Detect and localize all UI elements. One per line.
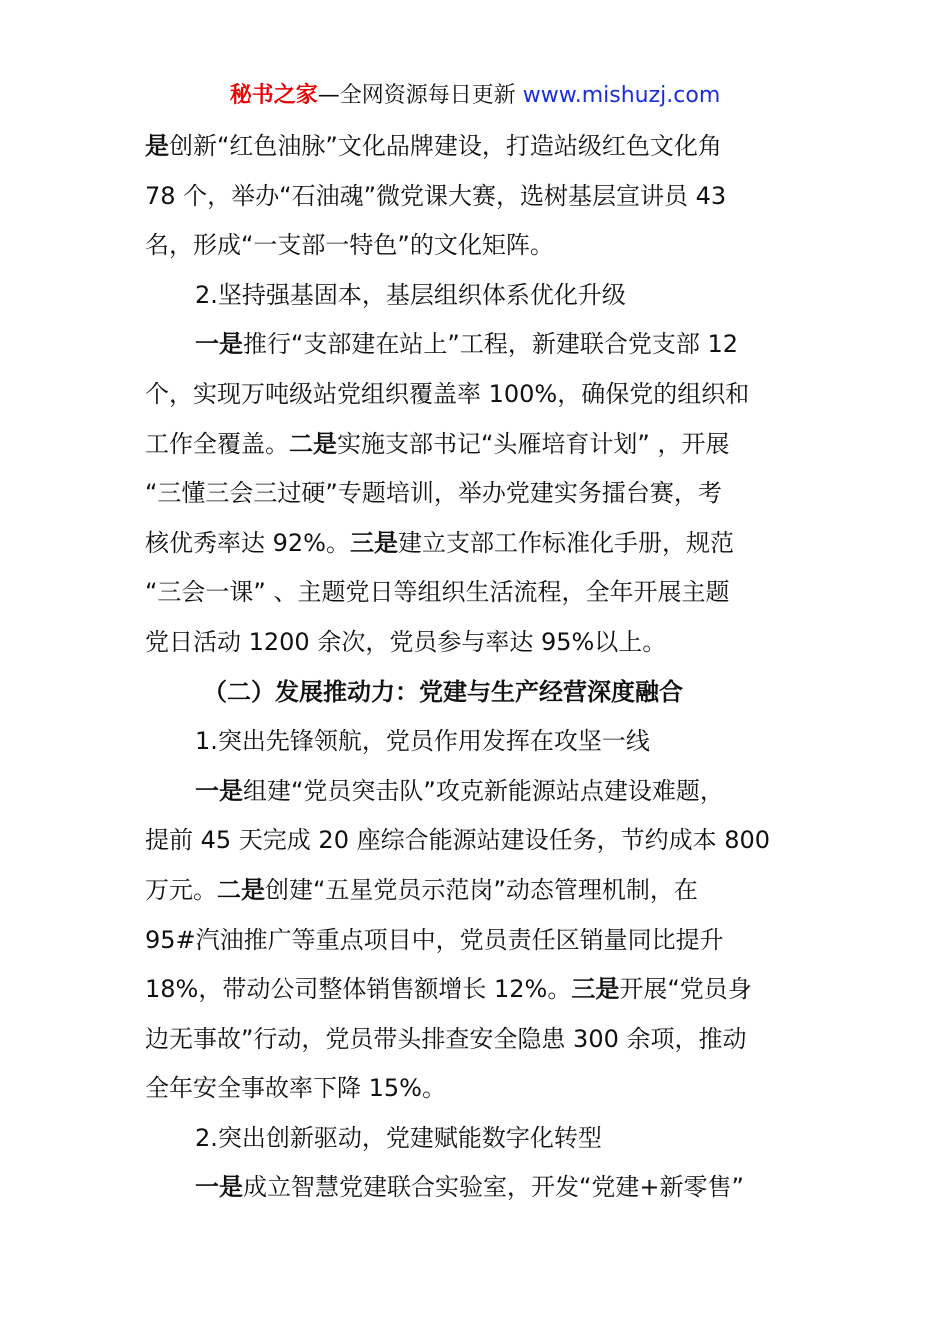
text-run: 万元。 [145, 875, 217, 904]
bold-text: 一是 [195, 776, 243, 805]
text-line [145, 965, 805, 1015]
text-run: 创新“红色油脉”文化品牌建设，打造站级红色文化角 [169, 132, 722, 160]
text-run: 工作全覆盖。 [145, 429, 289, 458]
text-run: 推行“支部建在站上”工程，新建联合党支部 12 [243, 330, 739, 359]
text-run: 1.突出先锋领航，党员作用发挥在攻坚一线 [195, 727, 650, 756]
text-line [145, 370, 805, 420]
text-line [145, 568, 805, 618]
text-line [145, 668, 805, 718]
text-line [145, 271, 805, 321]
bold-text: 一是 [195, 330, 243, 359]
text-run: “三会一课” 、主题党日等组织生活流程，全年开展主题 [145, 578, 730, 607]
page-header [0, 80, 950, 112]
text-line [145, 618, 805, 668]
text-run: 建立支部工作标准化手册，规范 [397, 528, 734, 557]
text-run: 组建“党员突击队”攻克新能源站点建设难题， [243, 776, 724, 805]
text-line [145, 717, 805, 767]
text-run: 95#汽油推广等重点项目中，党员责任区销量同比提升 [145, 925, 724, 954]
text-line [145, 1015, 805, 1065]
text-run: 名，形成“一支部一特色”的文化矩阵。 [145, 231, 554, 260]
bold-text: 三是 [349, 528, 398, 557]
text-run: 边无事故”行动，党员带头排查安全隐患 300 余项，推动 [145, 1024, 747, 1053]
bold-text: 二是 [289, 429, 337, 458]
text-line [145, 1064, 805, 1114]
text-line [145, 221, 805, 271]
text-run: 2.坚持强基固本，基层组织体系优化升级 [195, 280, 626, 309]
brand-name: 秘书之家 [229, 83, 318, 108]
text-run: 2.突出创新驱动，党建赋能数字化转型 [195, 1123, 602, 1152]
text-run: 提前 45 天完成 20 座综合能源站建设任务，节约成本 800 [145, 826, 771, 855]
bold-text: （二）发展推动力：党建与生产经营深度融合 [203, 677, 683, 706]
text-run: 创建“五星党员示范岗”动态管理机制，在 [265, 875, 698, 904]
text-run: “三懂三会三过硬”专题培训，举办党建实务擂台赛，考 [145, 479, 722, 508]
header-tagline: —全网资源每日更新 [317, 83, 523, 108]
text-line [145, 767, 805, 817]
text-line [145, 1114, 805, 1164]
text-line [145, 866, 805, 916]
text-run: 成立智慧党建联合实验室，开发“党建+新零售” [243, 1173, 744, 1202]
bold-text: 是 [145, 132, 169, 160]
text-line [145, 916, 805, 966]
text-line [145, 816, 805, 866]
text-line [145, 320, 805, 370]
text-run: 18%，带动公司整体销售额增长 12%。 [145, 975, 572, 1004]
text-line [145, 1163, 805, 1213]
text-run: 78 个，举办“石油魂”微党课大赛，选树基层宣讲员 43 [145, 181, 727, 210]
text-run: 个，实现万吨级站党组织覆盖率 100%，确保党的组织和 [145, 379, 750, 408]
bold-text: 二是 [217, 875, 265, 904]
text-run: 党日活动 1200 余次，党员参与率达 95%以上。 [145, 627, 667, 656]
site-url: www.mishuzj.com [522, 83, 721, 108]
bold-text: 三是 [571, 975, 620, 1004]
text-line [145, 519, 805, 569]
text-line [145, 420, 805, 470]
text-run: 实施支部书记“头雁培育计划” ，开展 [337, 429, 730, 458]
text-line [145, 122, 805, 172]
text-run: 开展“党员身 [619, 975, 752, 1004]
document-body [145, 122, 805, 1213]
bold-text: 一是 [195, 1173, 243, 1202]
text-run: 全年安全事故率下降 15%。 [145, 1074, 446, 1103]
text-line [145, 172, 805, 222]
text-line [145, 469, 805, 519]
text-run: 核优秀率达 92%。 [145, 528, 350, 557]
